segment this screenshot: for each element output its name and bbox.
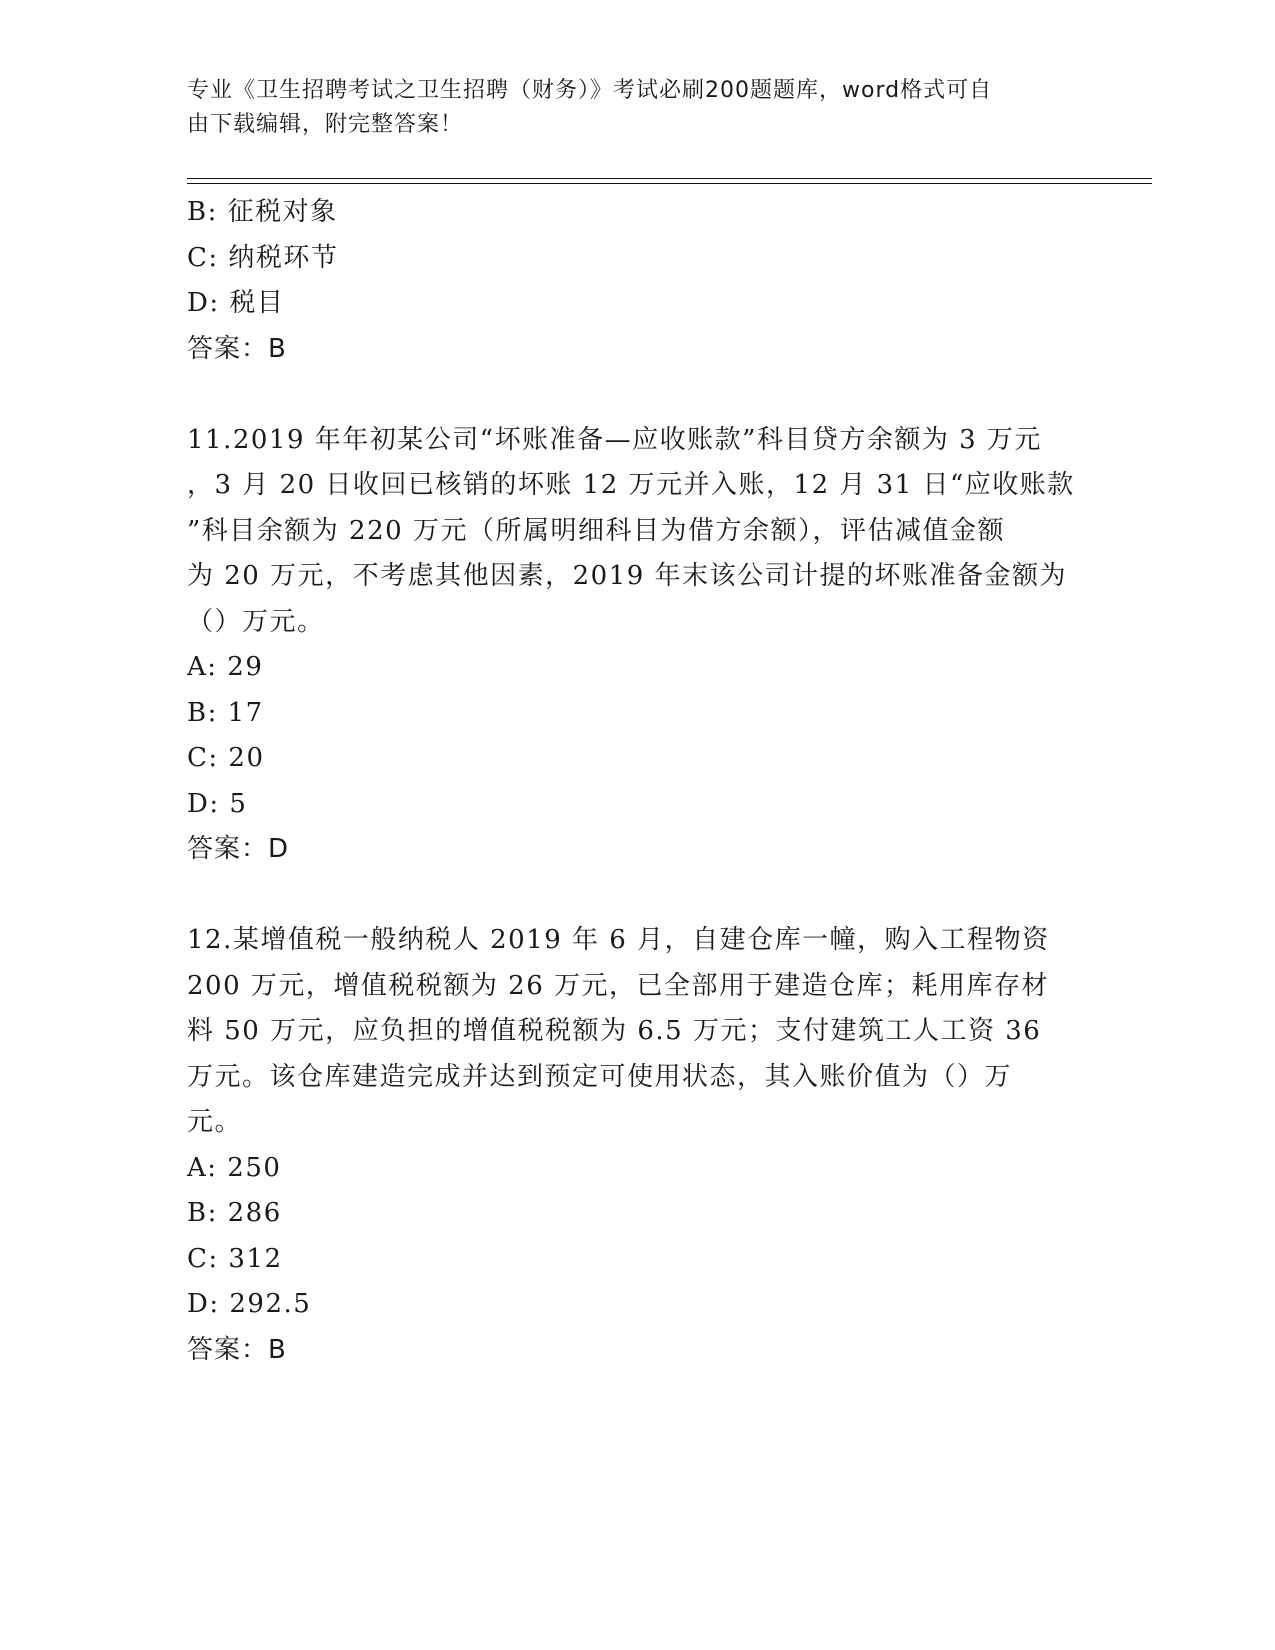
question-content: [187, 190, 1087, 1373]
question-11-line: ，3 月 20 日收回已核销的坏账 12 万元并入账，12 月 31 日“应收账款: [187, 470, 1075, 500]
option-c: C: 20: [187, 743, 265, 773]
option-d: D: 292.5: [187, 1289, 312, 1319]
question-11-text: [187, 418, 1087, 646]
question-11-line: （）万元。: [187, 606, 325, 637]
option-d: D: 5: [187, 788, 248, 819]
question-12-line: 万元。该仓库建造完成并达到预定可使用状态，其入账价值为（）万: [187, 1061, 1013, 1092]
option-c: C: 312: [187, 1243, 283, 1274]
spacer: [187, 873, 1087, 919]
header-divider-bottom: [187, 183, 1152, 184]
prev-question-options: [187, 190, 1087, 327]
header-line-2: 由下载编辑，附完整答案！: [187, 112, 464, 137]
option-b: B: 17: [187, 697, 264, 728]
question-12-options: [187, 1146, 1087, 1328]
question-11-line: ”科目余额为 220 万元（所属明细科目为借方余额），评估减值金额: [187, 515, 1005, 546]
question-12-line: 12.某增值税一般纳税人 2019 年 6 月，自建仓库一幢，购入工程物资: [187, 925, 1050, 955]
option-b: B: 286: [187, 1198, 282, 1228]
prev-question-answer: 答案：B: [187, 333, 287, 364]
question-11-options: [187, 645, 1087, 827]
question-12-text: [187, 918, 1087, 1146]
option-a: A: 29: [187, 652, 264, 682]
option-c: C: 纳税环节: [187, 242, 339, 273]
question-12-line: 料 50 万元，应负担的增值税税额为 6.5 万元；支付建筑工人工资 36: [187, 1016, 1042, 1046]
header-line-1: 专业《卫生招聘考试之卫生招聘（财务）》考试必刷200题题库，word格式可自: [187, 78, 993, 103]
option-b: B: 征税对象: [187, 197, 338, 227]
question-12-line: 200 万元，增值税税额为 26 万元，已全部用于建造仓库；耗用库存材: [187, 970, 1050, 1001]
question-12-line: 元。: [187, 1107, 243, 1137]
document-header: [187, 74, 1067, 142]
option-a: A: 250: [187, 1152, 282, 1183]
spacer: [187, 372, 1087, 418]
question-11-line: 11.2019 年年初某公司“坏账准备—应收账款”科目贷方余额为 3 万元: [187, 424, 1042, 455]
question-12-answer: 答案：B: [187, 1334, 287, 1365]
option-d: D: 税目: [187, 288, 285, 318]
header-divider-top: [187, 178, 1152, 179]
question-11-line: 为 20 万元，不考虑其他因素，2019 年末该公司计提的坏账准备金额为: [187, 561, 1068, 591]
question-11-answer: 答案：D: [187, 834, 290, 864]
